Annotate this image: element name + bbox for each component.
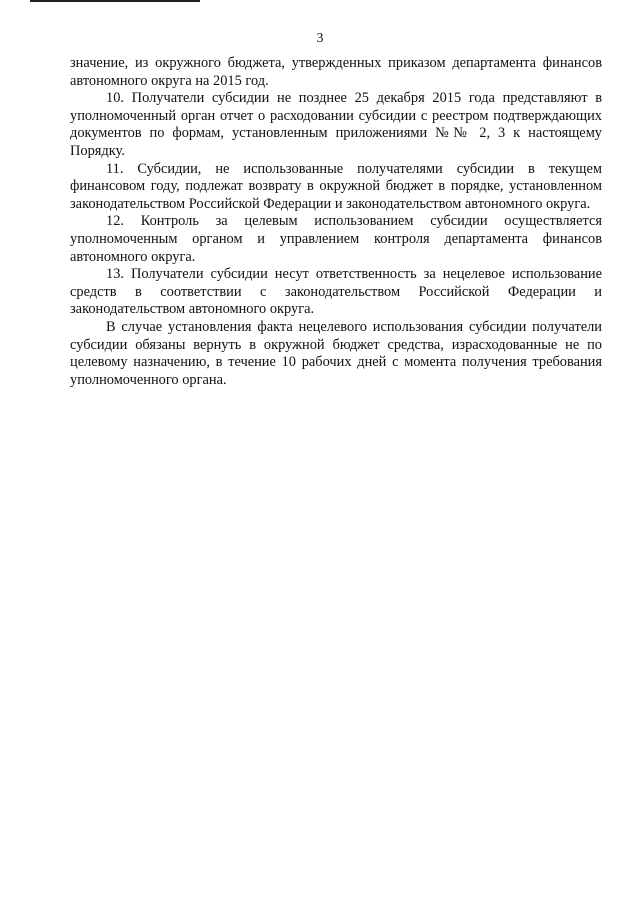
- paragraph-12-control: 12. Контроль за целевым использованием субсидии осуществляется уполномоченным органом и управлением контроля департамента финансов автономного округа.: [70, 213, 602, 265]
- page-number: 3: [316, 31, 324, 46]
- paragraph-13-responsibility: 13. Получатели субсидии несут ответственность за нецелевое использование средств в соответствии с законодательством Российской Федерации и законодательством автономного округа.: [70, 266, 602, 318]
- paragraph-misuse-refund: В случае установления факта нецелевого использования субсидии получатели субсидии обязаны вернуть в окружной бюджет средства, израсходованные не по целевому назначению, в течение 10 рабочих дней с момента получения требования уполномоченного органа.: [70, 318, 602, 388]
- paragraph-11-unused-subsidy-return: 11. Субсидии, не использованные получателями субсидии в текущем финансовом году, подлежат возврату в окружной бюджет в порядке, установленном законодательством Российской Федерации и законодательством автономного округа.: [70, 160, 602, 212]
- paragraph-10-report-deadline: 10. Получатели субсидии не позднее 25 декабря 2015 года представляют в уполномоченный орган отчет о расходовании субсидии с реестром подтверждающих документов по формам, установленным приложениями №№ 2, 3 к настоящему Порядку.: [70, 90, 602, 159]
- top-rule: [30, 0, 200, 2]
- paragraph-continuation: значение, из окружного бюджета, утвержденных приказом департамента финансов автономного округа на 2015 год.: [70, 55, 602, 89]
- document-body: [70, 55, 602, 389]
